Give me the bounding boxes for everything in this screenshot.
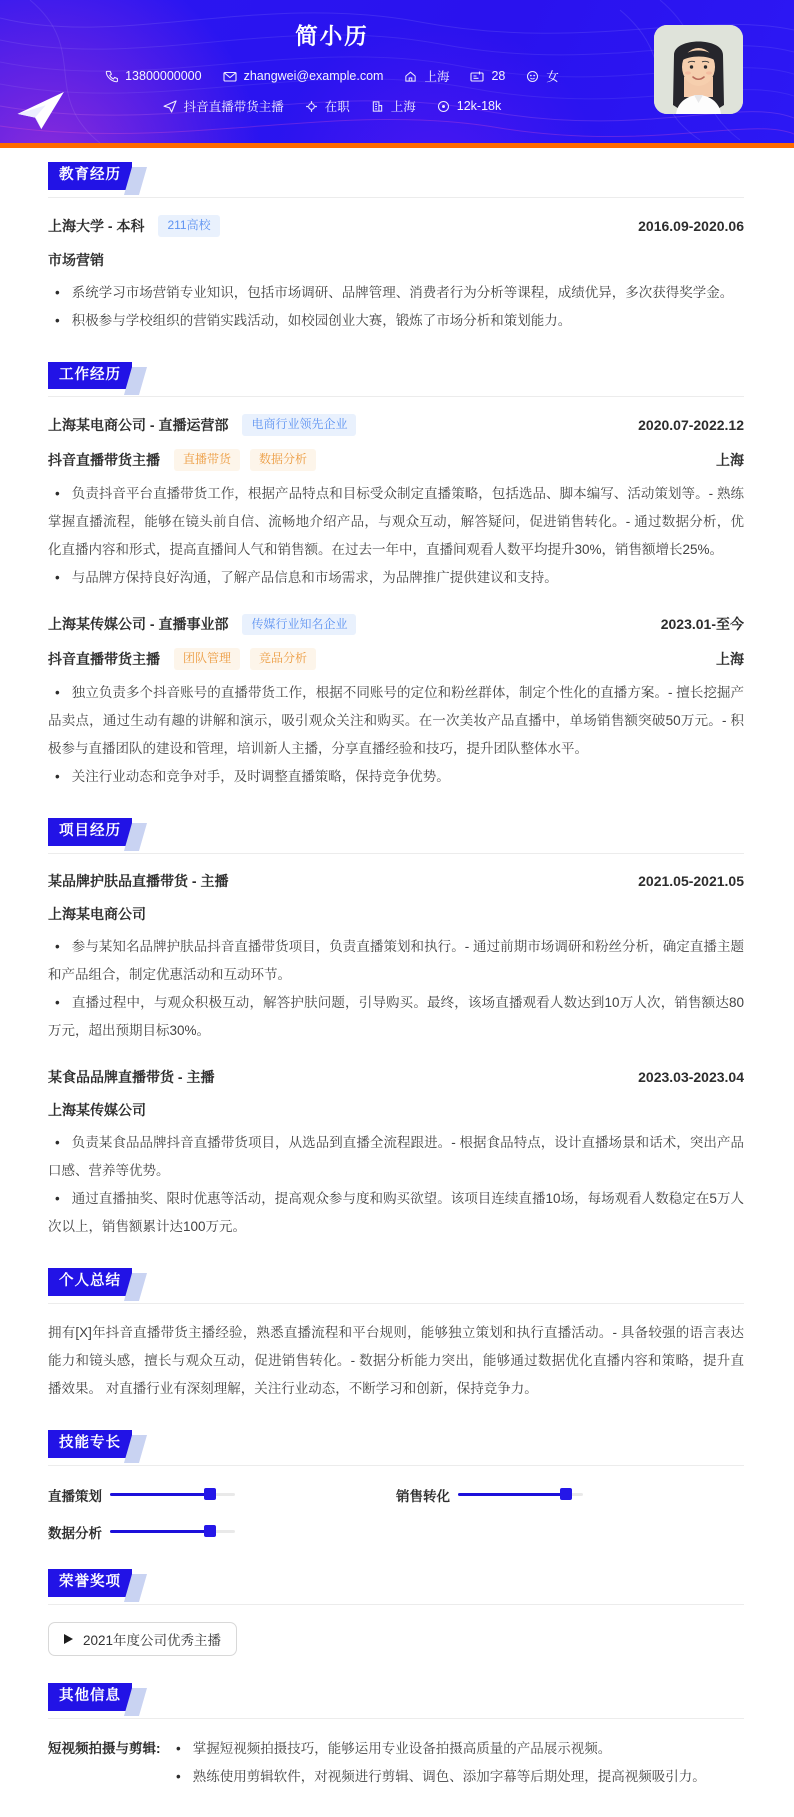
salary-value: 12k-18k xyxy=(456,99,502,113)
role-tag: 直播带货 xyxy=(174,449,240,471)
project-date: 2023.03-2023.04 xyxy=(638,1068,744,1085)
project-item xyxy=(48,1067,744,1241)
section-title-badge: 个人总结 xyxy=(48,1268,132,1296)
section-education xyxy=(48,162,744,335)
section-header xyxy=(48,1569,744,1605)
skill-slider-thumb[interactable] xyxy=(204,1488,216,1500)
home-icon xyxy=(404,70,417,83)
role-title: 抖音直播带货主播 xyxy=(48,651,160,668)
bullet-dot: • xyxy=(55,569,60,585)
skill-slider-thumb[interactable] xyxy=(560,1488,572,1500)
project-bullet: • 负责某食品品牌抖音直播带货项目，从选品到直播全流程跟进。- 根据食品特点，设计直播场景和话术，突出产品口感、营养等优势。 xyxy=(48,1134,744,1178)
skills-grid xyxy=(48,1485,744,1542)
company-tag: 传媒行业知名企业 xyxy=(242,614,356,636)
education-date: 2016.09-2020.06 xyxy=(638,217,744,234)
skill-slider[interactable] xyxy=(458,1493,583,1496)
skill-item xyxy=(48,1485,396,1505)
bullet-dot: • xyxy=(55,1190,60,1206)
work-date: 2020.07-2022.12 xyxy=(638,417,744,434)
section-header xyxy=(48,1683,744,1719)
skill-label: 数据分析 xyxy=(48,1525,102,1541)
email-value: zhangwei@example.com xyxy=(243,69,384,83)
salary-target-icon xyxy=(437,100,450,113)
work-bullet: • 负责抖音平台直播带货工作，根据产品特点和目标受众制定直播策略，包括选品、脚本编写、活动策划等。- 熟练掌握直播流程，能够在镜头前自信、流畅地介绍产品，与观众互动，解答疑问，促进销售转化。- 通过数据分析，优化直播内容和形式，提高直播间人气和销售额。在过去一年中，直播间观看人数平均提升30%，销售额增长25%。 xyxy=(48,485,744,557)
section-summary xyxy=(48,1268,744,1403)
resume-header xyxy=(0,0,794,143)
section-header xyxy=(48,1268,744,1304)
school-tag: 211高校 xyxy=(158,215,219,237)
job-city-item xyxy=(371,97,416,115)
project-item xyxy=(48,871,744,1045)
bullet-dot: • xyxy=(176,1740,181,1756)
resume-body xyxy=(0,162,794,1817)
section-title-badge: 荣誉奖项 xyxy=(48,1569,132,1597)
project-company: 上海某电商公司 xyxy=(48,905,146,922)
phone-icon xyxy=(105,70,118,83)
contact-email xyxy=(223,69,384,83)
work-bullet: • 关注行业动态和竞争对手，及时调整直播策略，保持竞争优势。 xyxy=(55,768,450,784)
section-title-badge: 教育经历 xyxy=(48,162,132,190)
contact-gender xyxy=(526,67,559,85)
age-value: 28 xyxy=(491,69,506,83)
work-item xyxy=(48,614,744,791)
project-name: 某品牌护肤品直播带货 - 主播 xyxy=(48,872,229,889)
section-header xyxy=(48,1430,744,1466)
salary-item xyxy=(437,99,501,113)
other-bullet: • 掌握短视频拍摄技巧，能够运用专业设备拍摄高质量的产品展示视频。 xyxy=(176,1740,612,1756)
send-plane-icon xyxy=(163,100,177,113)
page-title: 简小历 xyxy=(295,24,369,49)
section-title-badge: 技能专长 xyxy=(48,1430,132,1458)
summary-text: 拥有[X]年抖音直播带货主播经验，熟悉直播流程和平台规则，能够独立策划和执行直播活动。- 具备较强的语言表达能力和镜头感，擅长与观众互动，促进销售转化。- 数据分析能力突出，能够通过数据优化直播内容和策略，提升直播效果。 对直播行业有深刻理解，关注行业动态，不断学习和创新，保持竞争力。 xyxy=(48,1324,744,1396)
other-info-label: 短视频拍摄与剪辑: xyxy=(48,1740,161,1756)
work-bullet: • 独立负责多个抖音账号的直播带货工作，根据不同账号的定位和粉丝群体，制定个性化的直播方案。- 擅长挖掘产品卖点，通过生动有趣的讲解和演示，吸引观众关注和购买。在一次美妆产品直播中，单场销售额突破50万元。- 积极参与直播团队的建设和管理，培训新人主播，分享直播经验和技巧，提升团队整体水平。 xyxy=(48,684,744,756)
contact-city xyxy=(404,67,449,85)
project-date: 2021.05-2021.05 xyxy=(638,872,744,889)
role-tag: 数据分析 xyxy=(250,449,316,471)
bullet-dot: • xyxy=(55,938,60,954)
section-title-badge: 工作经历 xyxy=(48,362,132,390)
project-bullet: • 通过直播抽奖、限时优惠等活动，提高观众参与度和购买欲望。该项目连续直播10场，每场观看人数稳定在5万人次以上，销售额累计达100万元。 xyxy=(48,1190,744,1234)
education-bullet: • 系统学习市场营销专业知识，包括市场调研、品牌管理、消费者行为分析等课程，成绩优异，多次获得奖学金。 xyxy=(55,284,734,300)
bullet-dot: • xyxy=(55,284,60,300)
honor-label: 2021年度公司优秀主播 xyxy=(83,1632,222,1648)
role-tag: 竞品分析 xyxy=(250,648,316,670)
section-projects xyxy=(48,818,744,1241)
age-icon xyxy=(470,70,484,83)
bullet-dot: • xyxy=(55,312,60,328)
bullet-dot: • xyxy=(55,768,60,784)
job-title-item xyxy=(163,97,284,115)
section-skills xyxy=(48,1430,744,1542)
avatar xyxy=(654,25,743,114)
job-city-value: 上海 xyxy=(390,100,416,114)
mail-icon xyxy=(223,70,237,83)
role-title: 抖音直播带货主播 xyxy=(48,451,160,468)
contact-phone xyxy=(105,69,201,83)
job-title-value: 抖音直播带货主播 xyxy=(183,100,284,114)
bullet-dot: • xyxy=(55,994,60,1010)
project-bullet: • 直播过程中，与观众积极互动，解答护肤问题，引导购买。最终，该场直播观看人数达到10万人次，销售额达80万元，超出预期目标30%。 xyxy=(48,994,744,1038)
city-value: 上海 xyxy=(424,70,450,84)
section-header xyxy=(48,162,744,198)
bullet-dot: • xyxy=(55,1134,60,1150)
work-item xyxy=(48,414,744,591)
contact-row xyxy=(105,67,559,85)
phone-value: 13800000000 xyxy=(125,69,202,83)
gender-icon xyxy=(526,70,539,83)
work-location: 上海 xyxy=(716,651,744,668)
role-tag: 团队管理 xyxy=(174,648,240,670)
section-title-badge: 其他信息 xyxy=(48,1683,132,1711)
other-info-row xyxy=(48,1735,744,1791)
major: 市场营销 xyxy=(48,251,104,268)
skill-label: 销售转化 xyxy=(396,1488,450,1504)
job-status-item xyxy=(305,97,350,115)
skill-label: 直播策划 xyxy=(48,1488,102,1504)
status-gear-icon xyxy=(305,100,318,113)
job-status-value: 在职 xyxy=(324,100,350,114)
project-company: 上海某传媒公司 xyxy=(48,1101,146,1118)
skill-item xyxy=(48,1522,396,1542)
skill-slider-fill xyxy=(110,1493,210,1496)
section-header xyxy=(48,818,744,854)
job-row xyxy=(163,97,502,115)
bullet-dot: • xyxy=(55,485,60,501)
project-bullet: • 参与某知名品牌护肤品抖音直播带货项目，负责直播策划和执行。- 通过前期市场调研和粉丝分析，确定直播主题和产品组合，制定优惠活动和互动环节。 xyxy=(48,938,744,982)
section-header xyxy=(48,362,744,398)
gender-value: 女 xyxy=(546,70,559,84)
work-location: 上海 xyxy=(716,451,744,468)
education-bullet: • 积极参与学校组织的营销实践活动，如校园创业大赛，锻炼了市场分析和策划能力。 xyxy=(55,312,572,328)
company-name: 上海某电商公司 - 直播运营部 xyxy=(48,417,229,434)
play-triangle-icon xyxy=(64,1634,73,1644)
other-bullet: • 熟练使用剪辑软件，对视频进行剪辑、调色、添加字幕等后期处理，提高视频吸引力。 xyxy=(176,1768,706,1784)
section-work xyxy=(48,362,744,791)
work-date: 2023.01-至今 xyxy=(660,616,744,633)
skill-slider-thumb[interactable] xyxy=(204,1525,216,1537)
skill-item xyxy=(396,1485,744,1505)
company-name: 上海某传媒公司 - 直播事业部 xyxy=(48,616,229,633)
section-title-badge: 项目经历 xyxy=(48,818,132,846)
bullet-dot: • xyxy=(176,1768,181,1784)
bullet-dot: • xyxy=(55,684,60,700)
contact-age xyxy=(470,69,505,83)
section-other xyxy=(48,1683,744,1791)
section-honors xyxy=(48,1569,744,1656)
accent-divider xyxy=(0,143,794,148)
skill-slider-fill xyxy=(458,1493,566,1496)
building-icon xyxy=(371,100,384,113)
project-name: 某食品品牌直播带货 - 主播 xyxy=(48,1068,215,1085)
skill-slider[interactable] xyxy=(110,1493,235,1496)
work-bullet: • 与品牌方保持良好沟通，了解产品信息和市场需求，为品牌推广提供建议和支持。 xyxy=(55,569,558,585)
school-name: 上海大学 - 本科 xyxy=(48,217,145,234)
honor-item-button[interactable] xyxy=(48,1622,237,1656)
company-tag: 电商行业领先企业 xyxy=(242,414,356,436)
